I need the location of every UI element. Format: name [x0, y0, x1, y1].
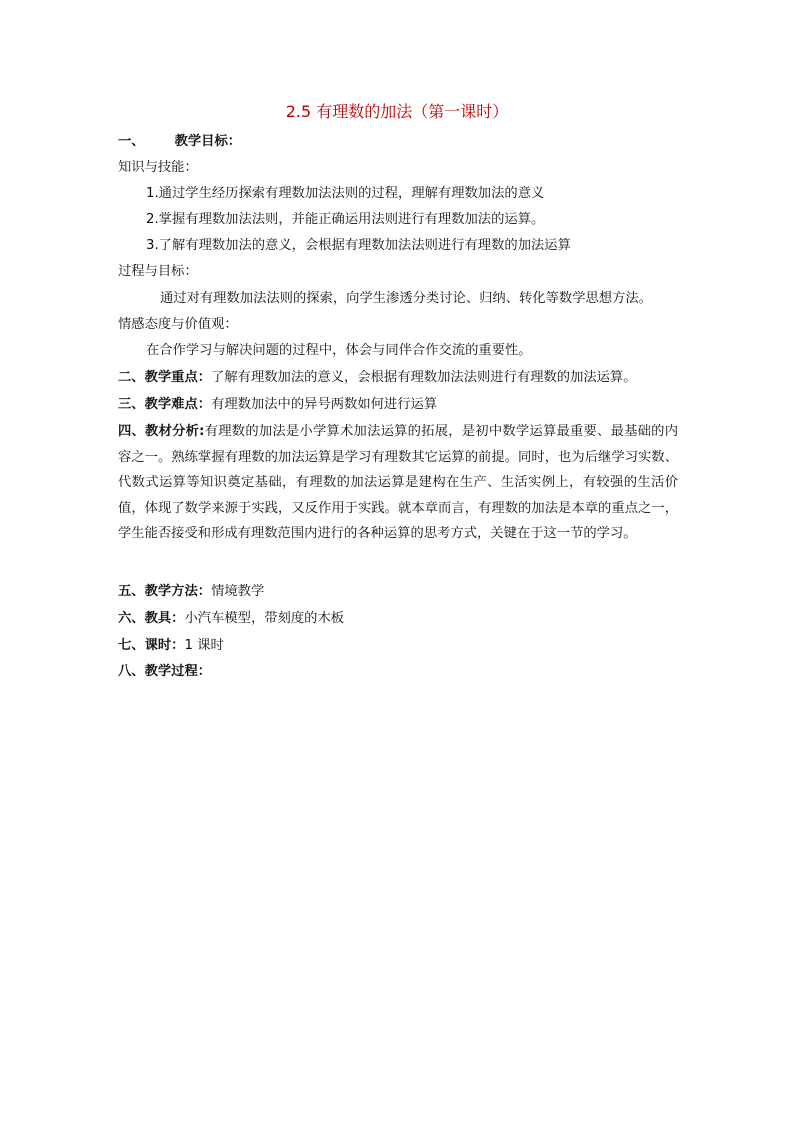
section-label: 教学目标： — [174, 134, 242, 149]
section-text: 有理数加法中的异号两数如何进行运算 — [211, 397, 438, 412]
process-heading: 过程与目标： — [118, 264, 198, 279]
section-analysis — [118, 419, 678, 547]
section-label: 五、教学方法： — [118, 584, 212, 599]
process-text: 通过对有理数加法法则的探索，向学生渗透分类讨论、归纳、转化等数学思想方法。 — [160, 291, 652, 306]
section-label: 四、教材分析: — [118, 424, 205, 439]
section-label: 六、教具： — [118, 611, 185, 626]
section-key-points — [118, 369, 637, 387]
section-objectives — [118, 133, 241, 151]
section-tools — [118, 610, 344, 628]
section-text: 小汽车模型，带刻度的木板 — [184, 611, 345, 626]
section-hours — [118, 637, 224, 655]
emotion-heading: 情感态度与价值观： — [118, 317, 238, 332]
section-text: 1 课时 — [184, 638, 224, 653]
section-label: 三、教学难点： — [118, 397, 212, 412]
section-label: 二、教学重点： — [118, 370, 212, 385]
knowledge-item-3: 3.了解有理数加法的意义，会根据有理数加法法则进行有理数的加法运算 — [146, 238, 571, 253]
section-method — [118, 583, 264, 601]
section-label: 八、教学过程： — [118, 664, 212, 679]
knowledge-item-1: 1.通过学生经历探索有理数加法法则的过程，理解有理数加法的意义 — [146, 186, 545, 201]
page-title: 2.5 有理数的加法（第一课时） — [285, 102, 509, 121]
knowledge-heading: 知识与技能： — [118, 160, 198, 175]
section-text: 有理数的加法是小学算术加法运算的拓展，是初中数学运算最重要、最基础的内容之一。熟练掌握有理数的加法运算是学习有理数其它运算的前提。同时，也为后继学习实数、代数式运算等知识奠定基础，有理数的加法运算是建构在生产、生活实例上，有较强的生活价值，体现了数学来源于实践，又反作用于实践。就本章而言，有理数的加法是本章的重点之一，学生能否接受和形成有理数范围内进行的各种运算的思考方式，关键在于这一节的学习。 — [118, 424, 678, 541]
section-difficulties — [118, 396, 437, 414]
section-process — [118, 663, 211, 681]
emotion-text: 在合作学习与解决问题的过程中，体会与同伴合作交流的重要性。 — [146, 343, 532, 358]
section-number: 一、 — [118, 134, 145, 149]
section-text: 情境教学 — [211, 584, 265, 599]
knowledge-item-2: 2.掌握有理数加法法则，并能正确运用法则进行有理数加法的运算。 — [146, 212, 545, 227]
section-text: 了解有理数加法的意义，会根据有理数加法法则进行有理数的加法运算。 — [211, 370, 637, 385]
section-label: 七、课时： — [118, 638, 185, 653]
